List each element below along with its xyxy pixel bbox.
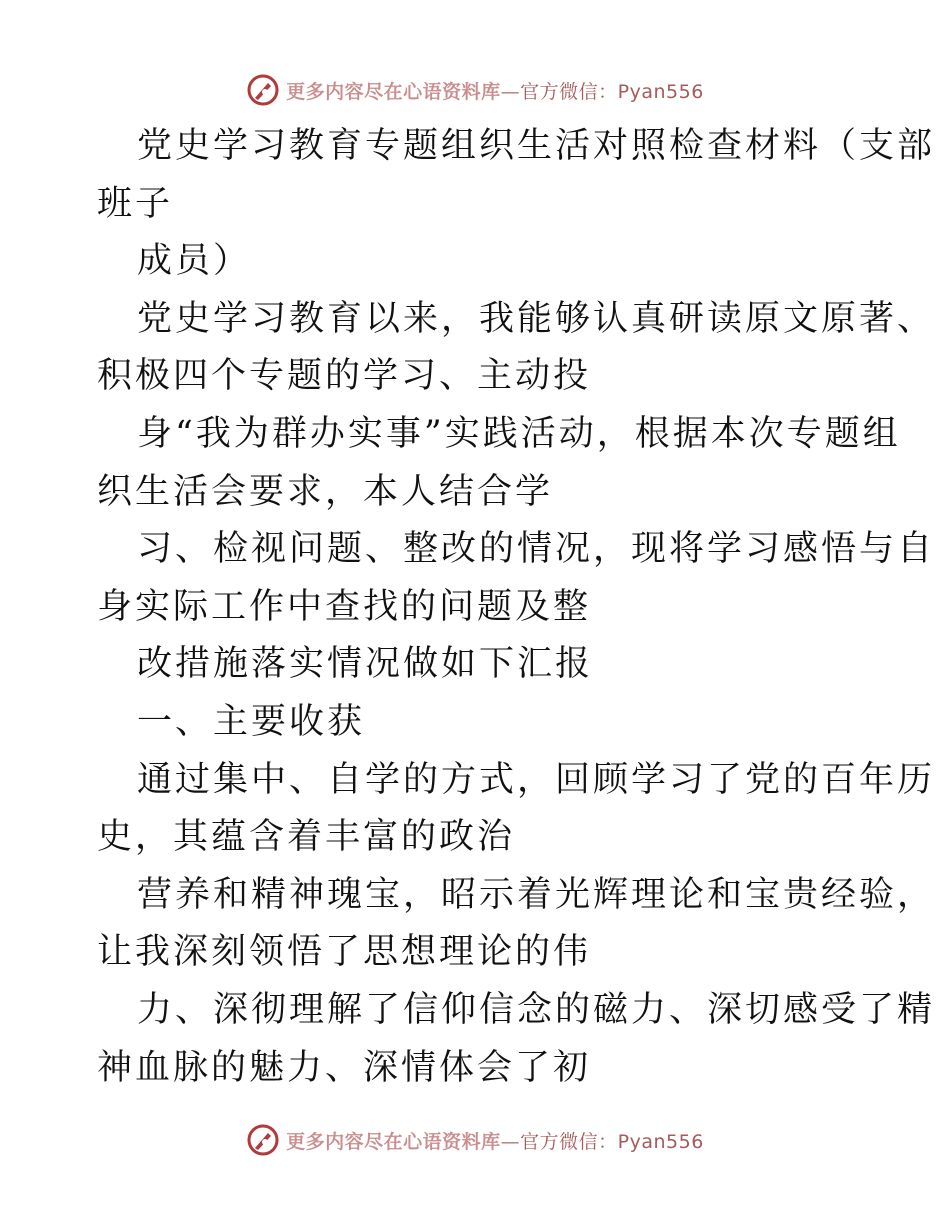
document-body — [97, 118, 936, 1097]
header-library-text: 更多内容尽在心语资料库 — [286, 80, 501, 103]
footer-text — [286, 1127, 704, 1154]
document-line: 一、主要收获 — [137, 701, 366, 742]
document-line: 织生活会要求，本人结合学 — [97, 471, 554, 512]
document-line: 营养和精神瑰宝，昭示着光辉理论和宝贵经验， — [137, 874, 936, 915]
document-line: 党史学习教育专题组织生活对照检查材料（支部 — [137, 126, 936, 166]
document-line: 史，其蕴含着丰富的政治 — [97, 817, 516, 858]
document-line: 身实际工作中查找的问题及整 — [97, 586, 592, 627]
pen-logo-icon — [246, 73, 280, 107]
footer-library-text: 更多内容尽在心语资料库 — [286, 1130, 501, 1153]
footer-separator: — — [500, 1130, 521, 1153]
header-text — [286, 77, 704, 104]
document-line: 身“我为群办实事”实践活动，根据本次专题组 — [137, 413, 901, 454]
document-line: 班子 — [97, 183, 174, 224]
document-line: 让我深刻领悟了思想理论的伟 — [97, 932, 592, 973]
document-line: 积极四个专题的学习、主动投 — [97, 356, 592, 397]
document-line: 神血脉的魅力、深情体会了初 — [97, 1047, 592, 1088]
header-separator: — — [500, 80, 521, 103]
footer-wechat-text: 官方微信：Pyan556 — [520, 1130, 704, 1153]
footer-banner — [0, 1120, 950, 1160]
document-line: 通过集中、自学的方式，回顾学习了党的百年历 — [137, 759, 936, 800]
document-line: 成员） — [137, 241, 252, 282]
header-banner — [0, 70, 950, 110]
document-line: 党史学习教育以来，我能够认真研读原文原著、 — [137, 298, 936, 339]
document-line: 习、检视问题、整改的情况，现将学习感悟与自 — [137, 529, 936, 570]
document-line: 力、深彻理解了信仰信念的磁力、深切感受了精 — [137, 989, 936, 1030]
pen-logo-icon — [246, 1123, 280, 1157]
header-wechat-text: 官方微信：Pyan556 — [520, 80, 704, 103]
document-line: 改措施落实情况做如下汇报 — [137, 644, 594, 685]
